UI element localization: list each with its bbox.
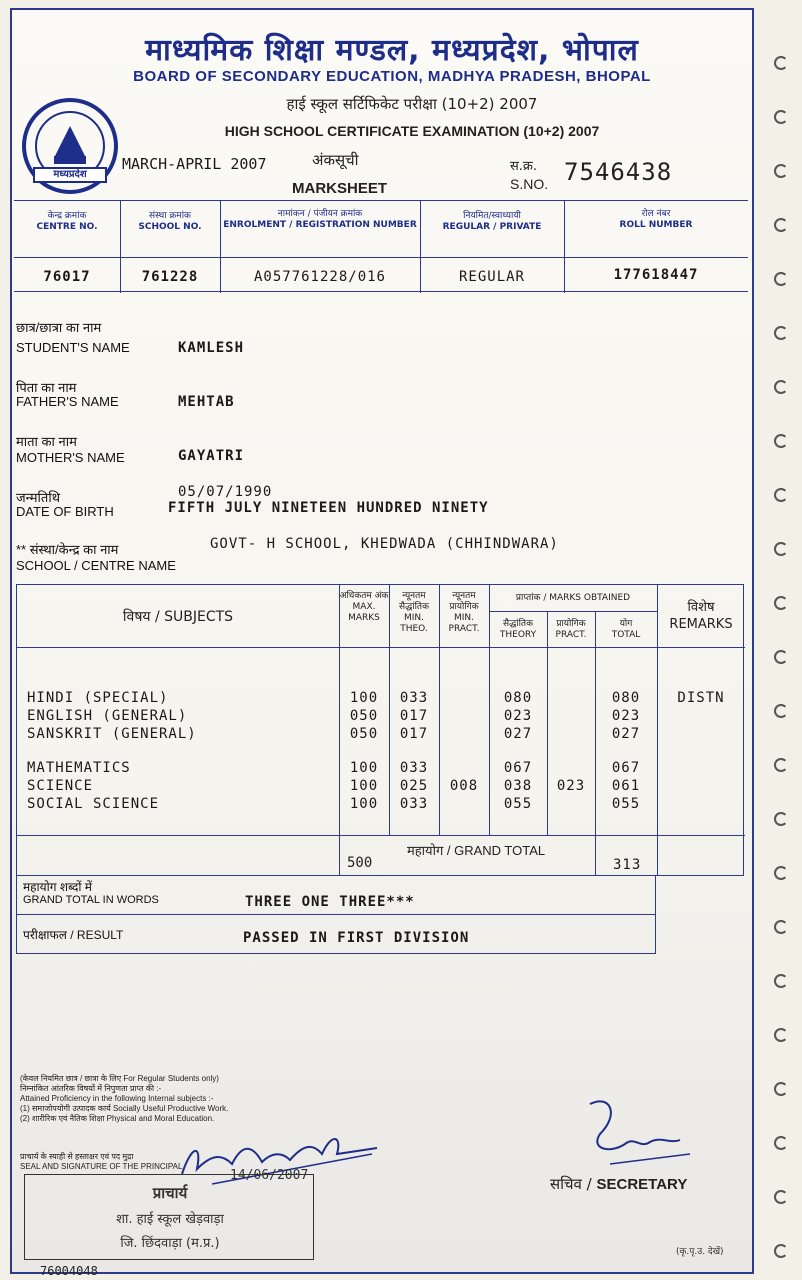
- binder-ring: [774, 1190, 788, 1204]
- binder-ring: [774, 434, 788, 448]
- binder-ring: [774, 596, 788, 610]
- binder-ring: [774, 704, 788, 718]
- dob-value: 05/07/1990: [178, 484, 273, 500]
- subject-min-theo: 025: [399, 778, 429, 794]
- school-number: 761228: [141, 269, 199, 285]
- subject-max: 100: [349, 760, 379, 776]
- subject-theory: 027: [503, 726, 533, 742]
- student-name: KAMLESH: [178, 340, 245, 356]
- dob-label: DATE OF BIRTH: [16, 504, 114, 519]
- binder-ring: [774, 488, 788, 502]
- father-name-label-hindi: पिता का नाम: [16, 380, 77, 395]
- subject-theory: 023: [503, 708, 533, 724]
- max-marks-total: 500: [347, 855, 373, 871]
- binder-ring: [774, 758, 788, 772]
- words-label: GRAND TOTAL IN WORDS: [23, 894, 159, 906]
- secretary-signature: [580, 1094, 700, 1174]
- subject-row: [17, 777, 745, 795]
- marksheet-title-english: MARKSHEET: [292, 180, 388, 197]
- subject-row: [17, 795, 745, 813]
- grand-total-label: महायोग / GRAND TOTAL: [407, 843, 546, 858]
- school-name-label-hindi: ** संस्था/केन्द्र का नाम: [16, 542, 119, 557]
- sno-value: 7546438: [564, 158, 673, 186]
- regular-private: REGULAR: [458, 269, 525, 285]
- subjects-header: विषय / SUBJECTS: [122, 609, 234, 625]
- subject-theory: 067: [503, 760, 533, 776]
- subject-max: 100: [349, 690, 379, 706]
- id-table: केन्द्र क्रमांक CENTRE NO. संस्था क्रमांक SCHOOL NO. नामांकन / पंजीयन क्रमांक ENROLMENT / REGISTRATION NUMBER नियमित/स्वाध्यायी REGULAR / PRIVATE रोल नंबर ROLL NUMBER 76017 761228 A057761228/016 REGULAR 177618447: [14, 200, 748, 292]
- dob-label-hindi: जन्मतिथि: [16, 490, 61, 505]
- binder-ring: [774, 866, 788, 880]
- father-name-label: FATHER'S NAME: [16, 394, 119, 409]
- exam-title-hindi: हाई स्कूल सर्टिफिकेट परीक्षा (10+2) 2007: [286, 95, 538, 113]
- subject-theory: 038: [503, 778, 533, 794]
- board-title-english: BOARD OF SECONDARY EDUCATION, MADHYA PRADESH, BHOPAL: [133, 68, 651, 85]
- binder-ring: [774, 326, 788, 340]
- binder-ring: [774, 272, 788, 286]
- binder-ring: [774, 920, 788, 934]
- subject-min-theo: 033: [399, 760, 429, 776]
- binder-ring: [774, 812, 788, 826]
- mother-name-label: MOTHER'S NAME: [16, 450, 125, 465]
- subject-min-theo: 017: [399, 708, 429, 724]
- marks-table: विषय / SUBJECTS अधिकतम अंक MAX. MARKS न्यूनतम सैद्धांतिक MIN. THEO. न्यूनतम प्रायोगिक MIN. PRACT. प्राप्तांक / MARKS OBTAINED सैद्धांतिक THEORY प्रायोगिक PRACT. योग TOTAL विशेष REMARKS HINDI (SPECIAL) 100 033 080 080 DISTN ENGLISH (GENERAL) 050 017 023 023 SANSKRIT (GENERAL) 050 017 027 027 MATHEMATICS 100 033 067 067 SCIENCE 100 025 008 038 023 061 SOCIAL SCIENCE 100 033 055 055 500 महायोग / GRAND TOTAL 313: [16, 584, 744, 876]
- student-name-label: STUDENT'S NAME: [16, 340, 130, 355]
- subject-min-theo: 017: [399, 726, 429, 742]
- subject-remarks: DISTN: [677, 690, 725, 706]
- binder-rings: [770, 0, 802, 1280]
- binder-ring: [774, 1028, 788, 1042]
- school-name-label: SCHOOL / CENTRE NAME: [16, 558, 176, 573]
- binder-ring: [774, 542, 788, 556]
- subject-name: ENGLISH (GENERAL): [27, 708, 188, 724]
- subject-theory: 080: [503, 690, 533, 706]
- subject-min-pract: 008: [449, 778, 479, 794]
- internal-subjects-note: (केवल नियमित छात्र / छात्रा के लिए For Regular Students only) निम्नांकित आंतरिक विषयों में निपुणता प्राप्त की :- Attained Proficiency in the following Internal subjects :- (1) समाजोपयोगी उत्पादक कार्य Socially Useful Productive Work. (2) शारीरिक एवं नैतिक शिक्षा Physical and Moral Education.: [20, 1074, 229, 1123]
- subject-name: MATHEMATICS: [27, 760, 131, 776]
- subject-row: [17, 707, 745, 725]
- school-name: GOVT- H SCHOOL, KHEDWADA (CHHINDWARA): [210, 536, 559, 552]
- binder-ring: [774, 650, 788, 664]
- binder-ring: [774, 164, 788, 178]
- binder-ring: [774, 974, 788, 988]
- binder-ring: [774, 110, 788, 124]
- subject-total: 027: [611, 726, 641, 742]
- subject-max: 100: [349, 778, 379, 794]
- result-label: परीक्षाफल / RESULT: [23, 928, 124, 942]
- result-value: PASSED IN FIRST DIVISION: [243, 930, 470, 946]
- subject-total: 067: [611, 760, 641, 776]
- marksheet-document: [10, 8, 754, 1278]
- secretary-label: सचिव / SECRETARY: [550, 1175, 688, 1193]
- principal-signature-label: प्राचार्य के स्याही से हस्ताक्षर एवं पद मुद्रा SEAL AND SIGNATURE OF THE PRINCIPAL: [20, 1152, 183, 1171]
- please-turn-over: (कृ.पृ.उ. देखें): [676, 1247, 724, 1257]
- signature-date: 14/06/2007: [230, 1168, 309, 1183]
- student-name-label-hindi: छात्र/छात्रा का नाम: [16, 320, 102, 335]
- subject-min-theo: 033: [399, 796, 429, 812]
- subject-row: [17, 689, 745, 707]
- exam-title-english: HIGH SCHOOL CERTIFICATE EXAMINATION (10+2) 2007: [224, 123, 600, 139]
- result-section: [16, 876, 656, 954]
- subject-min-theo: 033: [399, 690, 429, 706]
- subject-row: [17, 759, 745, 777]
- binder-ring: [774, 1244, 788, 1258]
- grand-total-words: THREE ONE THREE***: [245, 894, 415, 910]
- subject-total: 061: [611, 778, 641, 794]
- binder-ring: [774, 218, 788, 232]
- marksheet-title-hindi: अंकसूची: [312, 151, 359, 169]
- subject-name: SOCIAL SCIENCE: [27, 796, 160, 812]
- mother-name: GAYATRI: [178, 448, 245, 464]
- binder-ring: [774, 1082, 788, 1096]
- subject-name: SANSKRIT (GENERAL): [27, 726, 197, 742]
- subject-pract: 023: [556, 778, 586, 794]
- sno-label-hindi: स.क्र.: [510, 159, 538, 174]
- grand-total-value: 313: [613, 857, 642, 873]
- subject-theory: 055: [503, 796, 533, 812]
- sno-label: S.NO.: [510, 176, 549, 192]
- exam-session: MARCH-APRIL 2007: [122, 155, 267, 173]
- binder-ring: [774, 380, 788, 394]
- father-name: MEHTAB: [178, 394, 235, 410]
- board-seal-logo: मध्यप्रदेश: [20, 96, 120, 196]
- board-title-hindi: माध्यमिक शिक्षा मण्डल, मध्यप्रदेश, भोपाल: [145, 33, 639, 68]
- centre-number: 76017: [43, 269, 91, 285]
- subject-name: HINDI (SPECIAL): [27, 690, 169, 706]
- words-label-hindi: महायोग शब्दों में: [23, 880, 92, 894]
- principal-stamp: प्राचार्य शा. हाई स्कूल खेड़वाड़ा जि. छिंदवाड़ा (म.प्र.): [24, 1174, 314, 1260]
- dob-words: FIFTH JULY NINETEEN HUNDRED NINETY: [168, 500, 489, 516]
- bottom-serial-number: 76004048: [40, 1264, 98, 1278]
- binder-ring: [774, 1136, 788, 1150]
- subject-max: 100: [349, 796, 379, 812]
- roll-number: 177618447: [613, 267, 699, 283]
- enrolment-number: A057761228/016: [253, 269, 386, 285]
- subject-total: 080: [611, 690, 641, 706]
- binder-ring: [774, 56, 788, 70]
- subject-total: 023: [611, 708, 641, 724]
- subject-max: 050: [349, 708, 379, 724]
- mother-name-label-hindi: माता का नाम: [16, 434, 77, 449]
- subject-total: 055: [611, 796, 641, 812]
- subject-name: SCIENCE: [27, 778, 94, 794]
- subject-max: 050: [349, 726, 379, 742]
- subject-row: [17, 725, 745, 743]
